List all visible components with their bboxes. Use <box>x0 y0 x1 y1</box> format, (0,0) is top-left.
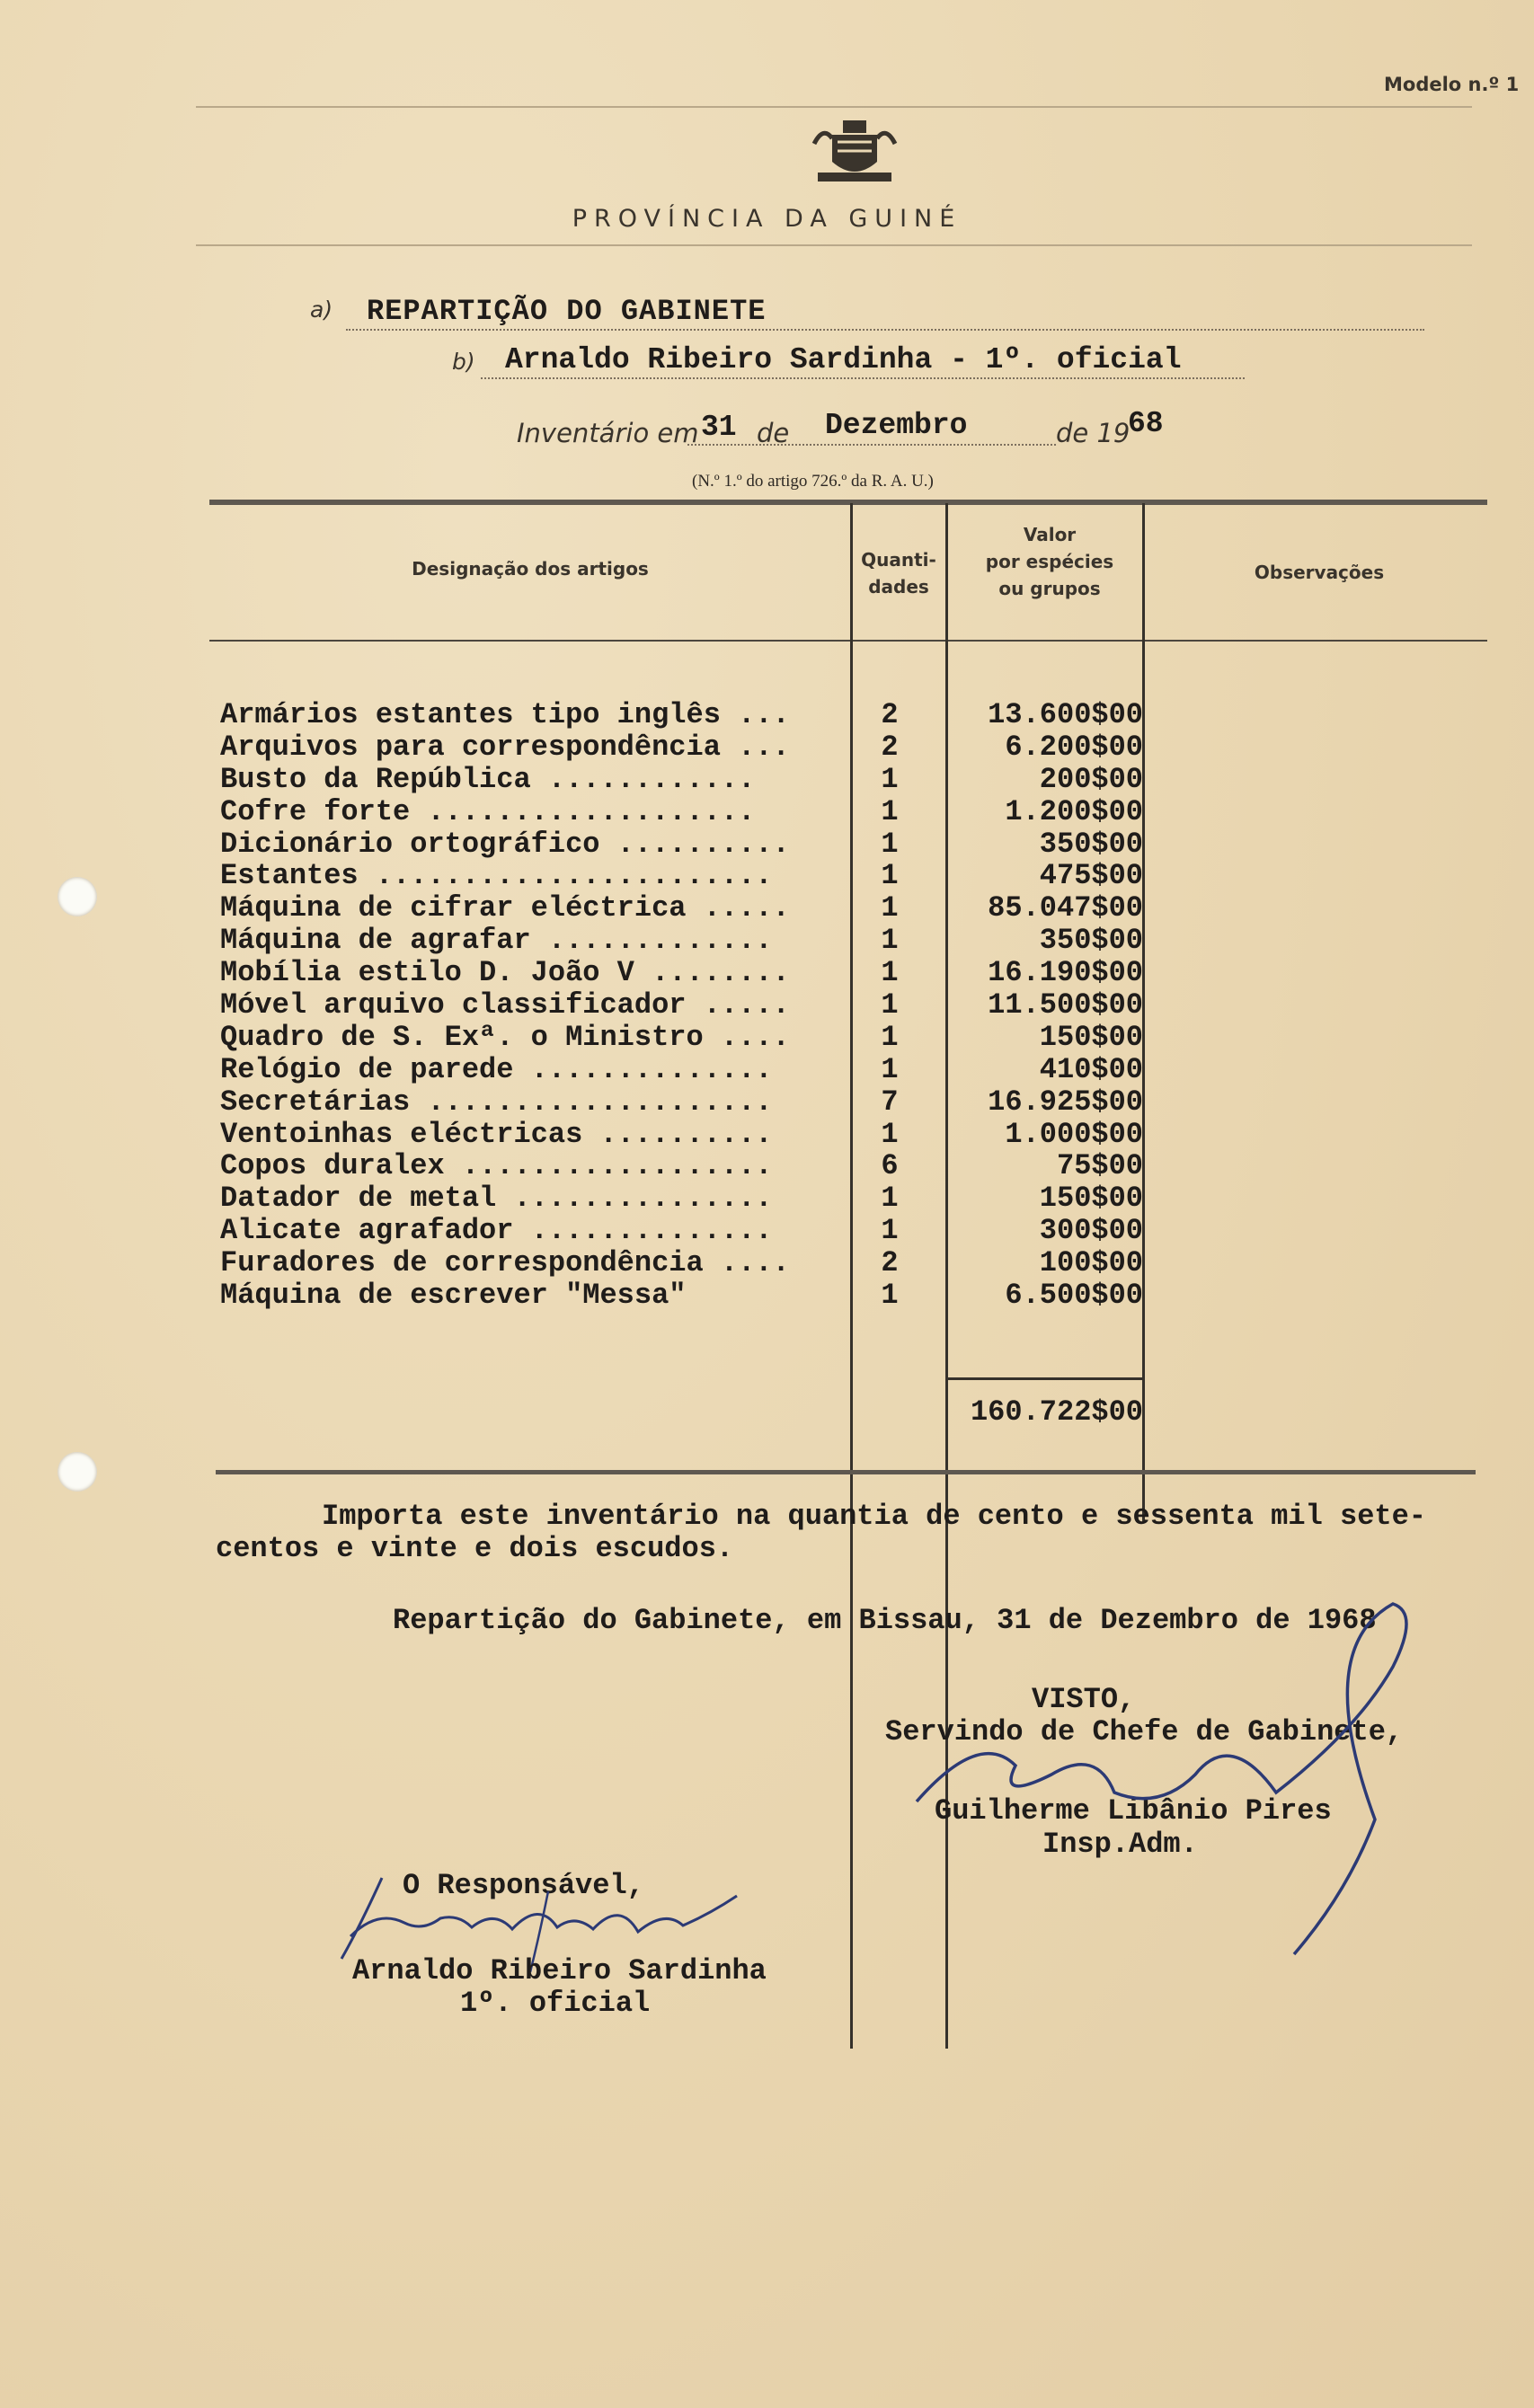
list-item: Secretárias .................... <box>220 1085 773 1119</box>
list-item: Datador de metal ............... <box>220 1182 773 1216</box>
table-top-rule <box>209 500 1487 505</box>
inventory-month: Dezembro <box>825 409 968 442</box>
value-cell: 85.047$00 <box>988 892 1143 925</box>
inventory-day: 31 <box>701 411 737 444</box>
department-name: REPARTIÇÃO DO GABINETE <box>367 295 767 328</box>
column-divider <box>850 503 853 2049</box>
item-quantities <box>854 699 926 1312</box>
list-item: Ventoinhas eléctricas .......... <box>220 1118 773 1151</box>
label-a: a) <box>310 297 333 323</box>
list-item: Máquina de escrever "Messa" <box>220 1279 687 1312</box>
total-value: 160.722$00 <box>970 1395 1143 1429</box>
list-item: Relógio de parede .............. <box>220 1053 773 1086</box>
value-cell: 16.190$00 <box>988 957 1143 990</box>
list-item: Quadro de S. Exª. o Ministro .... <box>220 1021 790 1054</box>
value-cell: 150$00 <box>1039 1021 1143 1054</box>
list-item: Máquina de cifrar eléctrica ..... <box>220 892 790 925</box>
inventory-year-prefix: de 19 <box>1056 418 1131 448</box>
inventory-year: 68 <box>1128 407 1164 440</box>
responsible-label: O Responsável, <box>403 1869 644 1902</box>
list-item: Alicate agrafador .............. <box>220 1215 773 1248</box>
value-cell: 6.200$00 <box>1005 730 1143 764</box>
list-item: Dicionário ortográfico .......... <box>220 828 790 861</box>
list-item: Furadores de correspondência .... <box>220 1247 790 1280</box>
quantity-cell: 1 <box>881 892 899 925</box>
quantity-cell: 1 <box>881 828 899 861</box>
value-cell: 16.925$00 <box>988 1085 1143 1119</box>
responsible-full-name: Arnaldo Ribeiro Sardinha <box>352 1954 767 1987</box>
col-value: Valor por espécies ou grupos <box>985 524 1114 599</box>
serving-as-chief: Servindo de Chefe de Gabinete, <box>885 1715 1404 1748</box>
value-cell: 1.000$00 <box>1005 1118 1143 1151</box>
value-cell: 150$00 <box>1039 1182 1143 1216</box>
responsible-rank: 1º. oficial <box>460 1987 651 2020</box>
value-cell: 13.600$00 <box>988 699 1143 731</box>
value-cell: 350$00 <box>1039 828 1143 861</box>
list-item: Máquina de agrafar ............. <box>220 925 773 958</box>
list-item: Arquivos para correspondência ... <box>220 730 790 764</box>
table-bottom-rule <box>216 1470 1476 1474</box>
list-item: Busto da República ............ <box>220 763 756 796</box>
coat-of-arms-icon <box>805 108 904 190</box>
chief-signature <box>890 1595 1429 1981</box>
quantity-cell: 1 <box>881 763 899 796</box>
quantity-cell: 1 <box>881 1182 899 1216</box>
closing-statement: Importa este inventário na quantia de cento e sessenta mil sete- centos e vinte e dois escudos. <box>216 1500 1426 1565</box>
quantity-cell: 1 <box>881 1215 899 1248</box>
quantity-cell: 7 <box>881 1085 899 1119</box>
quantity-cell: 2 <box>881 730 899 764</box>
quantity-cell: 2 <box>881 699 899 731</box>
chief-name: Guilherme Libânio Pires <box>935 1794 1332 1828</box>
place-date: Repartição do Gabinete, em Bissau, 31 de Dezembro de 1968 <box>393 1604 1377 1637</box>
responsible-name: Arnaldo Ribeiro Sardinha - 1º. oficial <box>505 343 1182 376</box>
quantity-cell: 1 <box>881 989 899 1022</box>
quantity-cell: 1 <box>881 1053 899 1086</box>
punch-hole <box>58 877 97 916</box>
label-b: b) <box>452 349 475 375</box>
col-observations: Observações <box>1254 562 1385 583</box>
value-cell: 475$00 <box>1039 860 1143 893</box>
quantity-cell: 1 <box>881 925 899 958</box>
list-item: Estantes ....................... <box>220 860 773 893</box>
value-cell: 410$00 <box>1039 1053 1143 1086</box>
list-item: Armários estantes tipo inglês ... <box>220 699 790 731</box>
col-quantity: Quanti- dades <box>861 549 936 598</box>
list-item: Copos duralex .................. <box>220 1150 773 1183</box>
list-item: Móvel arquivo classificador ..... <box>220 989 790 1022</box>
value-cell: 6.500$00 <box>1005 1279 1143 1312</box>
chief-title: Insp.Adm. <box>1042 1828 1198 1861</box>
quantity-cell: 2 <box>881 1247 899 1280</box>
quantity-cell: 1 <box>881 1021 899 1054</box>
list-item: Mobília estilo D. João V ........ <box>220 957 790 990</box>
inventory-de: de <box>757 418 790 448</box>
quantity-cell: 1 <box>881 1279 899 1312</box>
quantity-cell: 1 <box>881 795 899 828</box>
value-cell: 100$00 <box>1039 1247 1143 1280</box>
visto-label: VISTO, <box>1032 1683 1136 1716</box>
item-values <box>944 699 1143 1312</box>
legal-reference: (N.º 1.º do artigo 726.º da R. A. U.) <box>692 472 934 491</box>
value-cell: 350$00 <box>1039 925 1143 958</box>
inventory-label: Inventário em <box>517 418 699 448</box>
item-designations <box>220 699 813 1312</box>
value-cell: 300$00 <box>1039 1215 1143 1248</box>
value-cell: 1.200$00 <box>1005 795 1143 828</box>
value-cell: 200$00 <box>1039 763 1143 796</box>
punch-hole <box>58 1452 97 1492</box>
col-designation: Designação dos artigos <box>412 558 649 580</box>
province-title: PROVÍNCIA DA GUINÉ <box>572 205 962 233</box>
quantity-cell: 1 <box>881 1118 899 1151</box>
quantity-cell: 1 <box>881 860 899 893</box>
model-number: Modelo n.º 1 <box>1384 74 1520 95</box>
value-cell: 75$00 <box>1056 1150 1143 1183</box>
value-cell: 11.500$00 <box>988 989 1143 1022</box>
quantity-cell: 1 <box>881 957 899 990</box>
quantity-cell: 6 <box>881 1150 899 1183</box>
list-item: Cofre forte ................... <box>220 795 756 828</box>
